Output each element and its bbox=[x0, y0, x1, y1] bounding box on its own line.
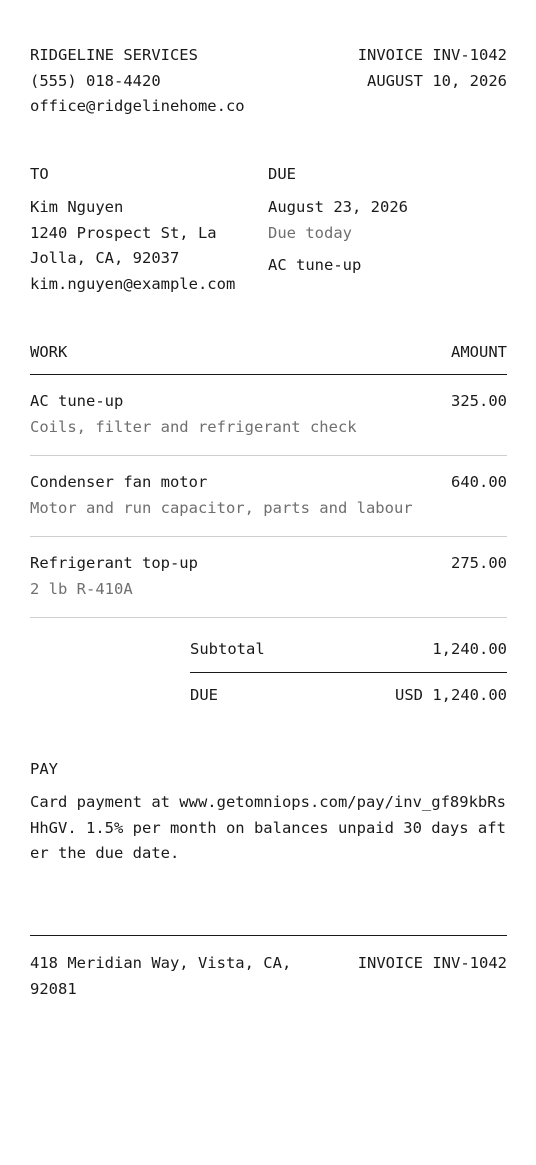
to-label: TO bbox=[30, 165, 49, 183]
invoice-meta bbox=[358, 43, 507, 120]
invoice-footer bbox=[30, 935, 507, 1002]
item-description: Motor and run capacitor, parts and labour bbox=[30, 498, 413, 517]
item-amount: 325.00 bbox=[451, 392, 507, 410]
total-due-value: USD 1,240.00 bbox=[395, 686, 507, 704]
pay-label: PAY bbox=[30, 760, 58, 778]
item-title: Refrigerant top-up bbox=[30, 554, 198, 572]
table-header bbox=[30, 340, 507, 375]
table-row bbox=[30, 375, 507, 456]
table-row bbox=[30, 537, 507, 618]
due-service: AC tune-up bbox=[268, 256, 362, 274]
total-due-row bbox=[190, 683, 507, 708]
due-status: Due today bbox=[268, 223, 352, 242]
company-name: RIDGELINE SERVICES bbox=[30, 46, 198, 64]
total-due-label: DUE bbox=[190, 686, 218, 704]
company-phone: (555) 018-4420 bbox=[30, 71, 161, 90]
client-address: 1240 Prospect St, La Jolla, CA, 92037 bbox=[30, 223, 217, 267]
item-title: AC tune-up bbox=[30, 392, 124, 410]
footer-invoice-number: INVOICE INV-1042 bbox=[357, 954, 507, 972]
bill-to bbox=[30, 162, 260, 297]
company-email: office@ridgelinehome.co bbox=[30, 97, 245, 115]
footer-address: 418 Meridian Way, Vista, CA, 92081 bbox=[30, 954, 292, 998]
invoice-header bbox=[30, 43, 507, 120]
subtotal-value: 1,240.00 bbox=[432, 640, 507, 658]
item-description: Coils, filter and refrigerant check bbox=[30, 417, 357, 436]
item-amount: 640.00 bbox=[451, 473, 507, 491]
due-date: August 23, 2026 bbox=[268, 198, 408, 216]
invoice-date: AUGUST 10, 2026 bbox=[367, 71, 507, 90]
amount-header: AMOUNT bbox=[451, 343, 507, 361]
due-info bbox=[268, 162, 507, 278]
client-email: kim.nguyen@example.com bbox=[30, 274, 236, 293]
table-row bbox=[30, 456, 507, 537]
payment-instructions: Card payment at www.getomniops.com/pay/inv_gf89kbRsHhGV. 1.5% per month on balances unpaid 30 days after the due date. bbox=[30, 793, 506, 862]
due-label: DUE bbox=[268, 165, 296, 183]
line-items-table bbox=[30, 340, 507, 618]
client-name: Kim Nguyen bbox=[30, 198, 124, 216]
item-amount: 275.00 bbox=[451, 554, 507, 572]
payment-section bbox=[30, 757, 507, 867]
totals-section bbox=[190, 637, 507, 708]
item-title: Condenser fan motor bbox=[30, 473, 208, 491]
item-description: 2 lb R-410A bbox=[30, 579, 133, 598]
invoice-number: INVOICE INV-1042 bbox=[357, 46, 507, 64]
work-header: WORK bbox=[30, 343, 68, 361]
subtotal-label: Subtotal bbox=[190, 640, 265, 658]
company-info bbox=[30, 43, 245, 120]
subtotal-row bbox=[190, 637, 507, 673]
